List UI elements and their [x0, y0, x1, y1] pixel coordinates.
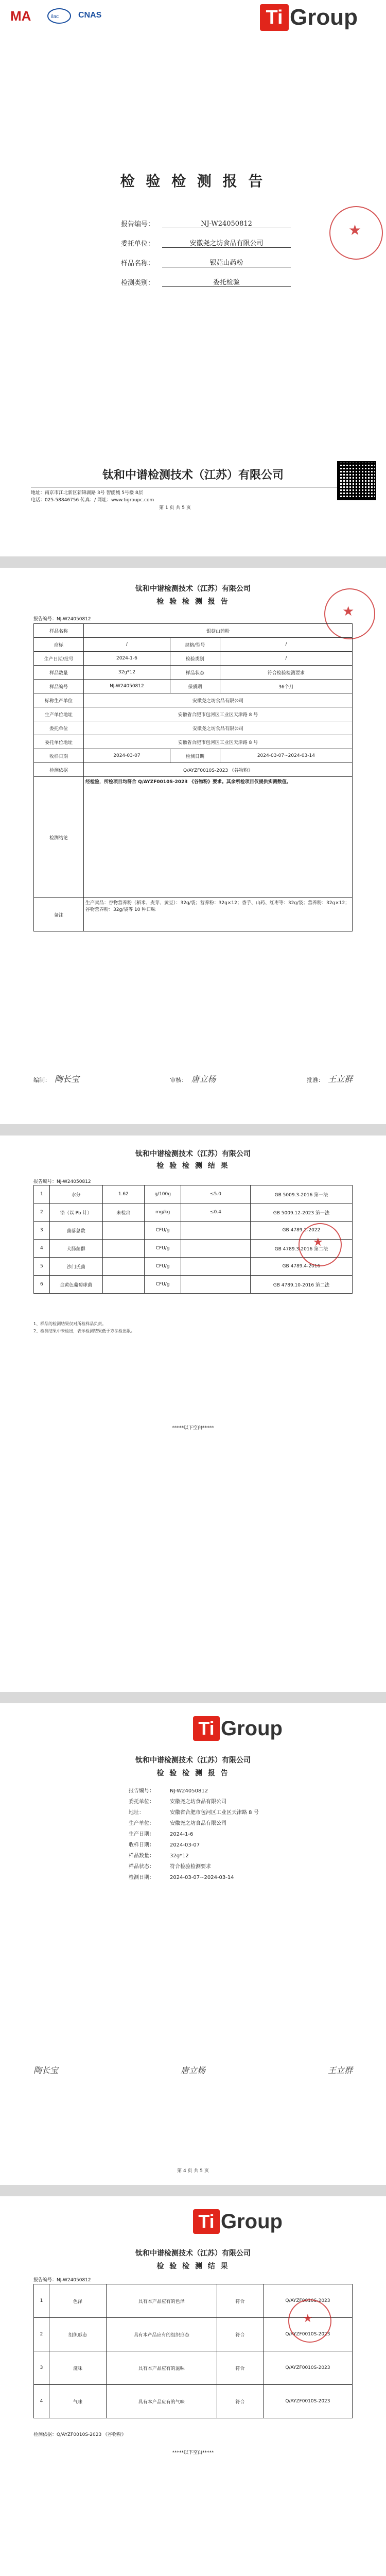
page-title: 检 验 检 测 报 告	[156, 1769, 230, 1777]
row-value: 32g*12	[84, 666, 170, 680]
row-label: 委托单位地址	[34, 735, 84, 749]
table-row	[34, 680, 353, 693]
row-value: 2024-03-07	[84, 749, 170, 763]
row-value: 安徽省合肥市包河区工业区天津路 8 号	[84, 735, 353, 749]
result-cell: g/100g	[145, 1185, 181, 1204]
cnas-mark-2	[77, 6, 108, 26]
sensory-cell: 符合	[217, 2284, 263, 2318]
field-label: 委托单位：	[121, 240, 155, 248]
result-cell: 3	[34, 1222, 50, 1240]
table-row	[34, 693, 353, 707]
company-name: 钛和中谱检测技术（江苏）有限公司	[135, 2249, 251, 2258]
signature-reviewer: 唐立杨	[191, 1074, 216, 1084]
field-label: 报告编号：	[129, 1788, 154, 1794]
sensory-cell: Q/AYZF0010S-2023	[263, 2351, 352, 2385]
table-row	[34, 624, 353, 638]
info-field	[129, 1840, 299, 1851]
report-number: NJ-W24050812	[162, 220, 291, 228]
remark-text: 生产卖品：谷物营养粉（稻米、麦芽、黄豆）：32g/袋；营养粉：32g×12；香芋、山药、红枣等：32g/袋；营养粉：32g×12；谷物营养粉：32g/袋等 10 种口味	[84, 898, 353, 931]
seal-star-icon: ★	[348, 222, 362, 239]
sensory-cell: 具有本产品应有的气味	[107, 2385, 217, 2418]
field-label: 样品名称：	[121, 260, 155, 267]
row-value: 符合检验检测要求	[220, 666, 352, 680]
info-field	[129, 1786, 299, 1797]
field-value: 符合检验检测要求	[170, 1864, 211, 1870]
sensory-cell: Q/AYZF0010S-2023	[263, 2318, 352, 2351]
result-cell: GB 5009.12-2023 第一法	[250, 1204, 352, 1222]
field-label: 委托单位：	[129, 1799, 154, 1805]
sensory-cell: 色泽	[49, 2284, 107, 2318]
sensory-cell: 具有本产品应有的滋味	[107, 2351, 217, 2385]
signature-reviewer: 唐立杨	[180, 2065, 205, 2075]
signature-approver: 王立群	[327, 2065, 353, 2075]
page-title: 检 验 检 测 结 果	[156, 1162, 230, 1170]
field-label: 检测日期：	[129, 1875, 154, 1880]
svg-text:ilac: ilac	[51, 14, 59, 20]
result-cell: GB 5009.3-2016 第一法	[250, 1185, 352, 1204]
cover-footer	[31, 489, 319, 512]
row-label: 样品状态	[170, 666, 220, 680]
field-label: 报告编号：	[121, 221, 155, 228]
sample-info-table	[33, 623, 353, 931]
result-cell: 金黄色葡萄球菌	[49, 1276, 102, 1294]
row-value: Q/AYZF0010S-2023 《谷物粉》	[84, 763, 353, 777]
sensory-cell: 具有本产品应有的组织形态	[107, 2318, 217, 2351]
result-cell: GB 4789.3-2016 第二法	[250, 1240, 352, 1258]
result-cell: 1.62	[102, 1185, 145, 1204]
row-value: 安徽尧之坊食品有限公司	[84, 693, 353, 707]
result-cell	[102, 1276, 145, 1294]
result-cell	[181, 1258, 251, 1276]
table-row	[34, 1185, 353, 1204]
field-value: 安徽省合肥市包河区工业区天津路 8 号	[170, 1810, 259, 1816]
sensory-cell: 符合	[217, 2318, 263, 2351]
result-cell: CFU/g	[145, 1240, 181, 1258]
cover-fields	[121, 209, 291, 287]
svg-text:CNAS: CNAS	[78, 11, 102, 20]
test-basis: 检测依据：Q/AYZF0010S-2023 《谷物粉》	[33, 2432, 127, 2437]
sign-label-compiler: 编制：	[33, 1077, 50, 1083]
table-row	[34, 763, 353, 777]
sensory-cell: 具有本产品应有的色泽	[107, 2284, 217, 2318]
company-name: 钛和中谱检测技术（江苏）有限公司	[135, 1756, 251, 1765]
table-row	[34, 721, 353, 735]
table-row	[34, 707, 353, 721]
field-label: 样品状态：	[129, 1864, 154, 1870]
row-value: /	[220, 652, 352, 666]
row-value: 银菇山药粉	[84, 624, 353, 638]
page-separator	[0, 1124, 386, 1136]
row-label: 保质期	[170, 680, 220, 693]
tigroup-logo-text: Group	[221, 2210, 283, 2233]
row-value: 安徽省合肥市包河区工业区天津路 8 号	[84, 707, 353, 721]
end-marker: *****以下空白*****	[172, 2450, 214, 2455]
conclusion-row	[34, 777, 353, 898]
qr-code	[337, 461, 376, 500]
tigroup-logo	[193, 2209, 283, 2234]
result-cell	[102, 1258, 145, 1276]
row-label: 样品名称	[34, 624, 84, 638]
result-cell: GB 4789.10-2016 第二法	[250, 1276, 352, 1294]
report-number: 报告编号：NJ-W24050812	[33, 617, 91, 622]
result-cell	[102, 1240, 145, 1258]
page-title: 检 验 检 测 结 果	[156, 2262, 230, 2270]
result-cell: CFU/g	[145, 1258, 181, 1276]
result-cell: CFU/g	[145, 1276, 181, 1294]
result-cell: 6	[34, 1276, 50, 1294]
field-label: 收样日期：	[129, 1842, 154, 1848]
field-value: 安徽尧之坊食品有限公司	[170, 1799, 226, 1805]
field-label: 地址：	[129, 1810, 144, 1816]
sensory-cell: 4	[34, 2385, 49, 2418]
result-cell: 2	[34, 1204, 50, 1222]
report-page-4	[0, 1703, 386, 2185]
tigroup-logo	[260, 4, 358, 31]
field-label: 检测类别：	[121, 279, 155, 287]
tigroup-logo-text: Group	[221, 1717, 283, 1740]
row-value: NJ-W24050812	[84, 680, 170, 693]
result-cell	[181, 1276, 251, 1294]
tigroup-logo-box: Ti	[193, 2209, 220, 2234]
info-field	[129, 1807, 299, 1818]
result-cell: 5	[34, 1258, 50, 1276]
signature-compiler: 陶长宝	[55, 1074, 80, 1084]
result-cell: GB 4789.2-2022	[250, 1222, 352, 1240]
row-label: 生产单位地址	[34, 707, 84, 721]
result-cell: ≤0.4	[181, 1204, 251, 1222]
sensory-cell: 符合	[217, 2385, 263, 2418]
result-cell: CFU/g	[145, 1222, 181, 1240]
result-cell: 菌落总数	[49, 1222, 102, 1240]
result-cell: 4	[34, 1240, 50, 1258]
sample-name: 银菇山药粉	[162, 257, 291, 267]
field-value: NJ-W24050812	[170, 1788, 208, 1794]
sensory-cell: 3	[34, 2351, 49, 2385]
sensory-cell: 符合	[217, 2351, 263, 2385]
company-name: 钛和中谱检测技术（江苏）有限公司	[135, 585, 251, 593]
signature-approver: 王立群	[327, 1074, 353, 1084]
page-separator	[0, 556, 386, 568]
table-row	[34, 1276, 353, 1294]
sensory-cell: 气味	[49, 2385, 107, 2418]
report-page-5	[0, 2196, 386, 2576]
seal-star-icon: ★	[303, 2312, 313, 2325]
results-page	[0, 1136, 386, 1692]
seal-star-icon: ★	[313, 1236, 323, 1249]
table-row	[34, 749, 353, 763]
result-cell: GB 4789.4-2016	[250, 1258, 352, 1276]
report-number: 报告编号：NJ-W24050812	[33, 2278, 91, 2283]
svg-text:MA: MA	[10, 8, 31, 24]
result-cell: ≤5.0	[181, 1185, 251, 1204]
end-marker: *****以下空白*****	[172, 1426, 214, 1431]
table-row	[34, 1204, 353, 1222]
table-row	[34, 666, 353, 680]
test-category: 委托检验	[162, 277, 291, 287]
address-line: 地址：南京市江北新区新锦湖路 3号 智能城 5号楼 8层	[31, 490, 143, 496]
row-value: /	[84, 638, 170, 652]
row-label: 检测日期	[170, 749, 220, 763]
row-label: 备注	[34, 898, 84, 931]
info-field	[129, 1861, 299, 1872]
result-cell	[181, 1240, 251, 1258]
info-page	[0, 568, 386, 1124]
sensory-cell: 组织形态	[49, 2318, 107, 2351]
page-number: 第 1 页 共 5 页	[159, 505, 191, 511]
report-title: 检 验 检 测 报 告	[120, 173, 266, 190]
sensory-cell: 2	[34, 2318, 49, 2351]
table-row	[34, 652, 353, 666]
sensory-cell: Q/AYZF0010S-2023	[263, 2385, 352, 2418]
result-cell	[181, 1222, 251, 1240]
row-label: 标称生产单位	[34, 693, 84, 707]
row-label: 检验类别	[170, 652, 220, 666]
result-cell: 大肠菌群	[49, 1240, 102, 1258]
table-row	[34, 735, 353, 749]
page-number: 第 4 页 共 5 页	[177, 2168, 209, 2174]
signature-compiler: 陶长宝	[33, 2065, 59, 2075]
field-value: 2024-03-07	[170, 1842, 200, 1848]
row-label: 生产日期/批号	[34, 652, 84, 666]
field-value: 32g*12	[170, 1853, 189, 1859]
page-separator	[0, 2185, 386, 2196]
company-name: 钛和中谱检测技术（江苏）有限公司	[135, 1150, 251, 1158]
row-label: 收样日期	[34, 749, 84, 763]
row-label: 规格/型号	[170, 638, 220, 652]
result-cell: 水分	[49, 1185, 102, 1204]
cover-page	[0, 0, 386, 556]
row-label: 检测结论	[34, 777, 84, 898]
sign-label-reviewer: 审核：	[170, 1077, 187, 1083]
sign-label-approver: 批准：	[306, 1077, 324, 1083]
conclusion-text: 经检验，所检项目均符合 Q/AYZF0010S-2023 《谷物粉》要求。其余所检项目仅提供实测数值。	[84, 777, 353, 898]
page-separator	[0, 1692, 386, 1703]
remark-row	[34, 898, 353, 931]
table-row	[34, 638, 353, 652]
tigroup-logo-text: Group	[290, 5, 358, 30]
row-label: 样品编号	[34, 680, 84, 693]
row-label: 检测依据	[34, 763, 84, 777]
info-field	[129, 1851, 299, 1861]
info-field	[129, 1829, 299, 1840]
field-value: 安徽尧之坊食品有限公司	[170, 1821, 226, 1826]
row-value: 安徽尧之坊食品有限公司	[84, 721, 353, 735]
note-1: 1、样品的检测结果仅对所检样品负责。	[33, 1321, 107, 1326]
company-name: 钛和中谱检测技术（江苏）有限公司	[102, 469, 284, 482]
row-value: 36个月	[220, 680, 352, 693]
result-cell: mg/kg	[145, 1204, 181, 1222]
sensory-cell: 1	[34, 2284, 49, 2318]
result-cell: 1	[34, 1185, 50, 1204]
sensory-cell: 滋味	[49, 2351, 107, 2385]
result-cell: 铅（以 Pb 计）	[49, 1204, 102, 1222]
field-label: 样品数量：	[129, 1853, 154, 1859]
row-value: 2024-1-6	[84, 652, 170, 666]
row-label: 商标	[34, 638, 84, 652]
seal-star-icon: ★	[342, 604, 355, 619]
row-value: 2024-03-07~2024-03-14	[220, 749, 352, 763]
field-value: 2024-03-07~2024-03-14	[170, 1875, 234, 1880]
result-cell: 未检出	[102, 1204, 145, 1222]
tigroup-logo-box: Ti	[193, 1716, 220, 1741]
note-2: 2、检测结果中未检出，表示检测结果低于方法检出限。	[33, 1329, 135, 1333]
contact-line: 电话：025-58846756 传真：/ 网址：www.tigroupc.com	[31, 498, 154, 503]
row-value: /	[220, 638, 352, 652]
signature-row	[33, 1073, 353, 1084]
client-name: 安徽尧之坊食品有限公司	[162, 238, 291, 248]
sensory-cell: Q/AYZF0010S-2023	[263, 2284, 352, 2318]
page-title: 检 验 检 测 报 告	[156, 598, 230, 606]
cnas-mark-1	[46, 7, 72, 25]
field-label: 生产单位：	[129, 1821, 154, 1826]
field-label: 生产日期：	[129, 1832, 154, 1837]
signature-row	[33, 2064, 353, 2076]
info-field	[129, 1818, 299, 1829]
report-number: 报告编号：NJ-W24050812	[33, 1179, 91, 1184]
cma-mark	[9, 6, 38, 25]
result-cell	[102, 1222, 145, 1240]
table-row	[34, 2385, 353, 2418]
info-fields	[129, 1786, 299, 1883]
info-field	[129, 1872, 299, 1883]
info-field	[129, 1797, 299, 1807]
field-value: 2024-1-6	[170, 1832, 194, 1837]
row-label: 委托单位	[34, 721, 84, 735]
row-label: 样品数量	[34, 666, 84, 680]
table-row	[34, 2351, 353, 2385]
tigroup-logo-box: Ti	[260, 4, 289, 31]
result-cell: 沙门氏菌	[49, 1258, 102, 1276]
tigroup-logo	[193, 1716, 283, 1741]
